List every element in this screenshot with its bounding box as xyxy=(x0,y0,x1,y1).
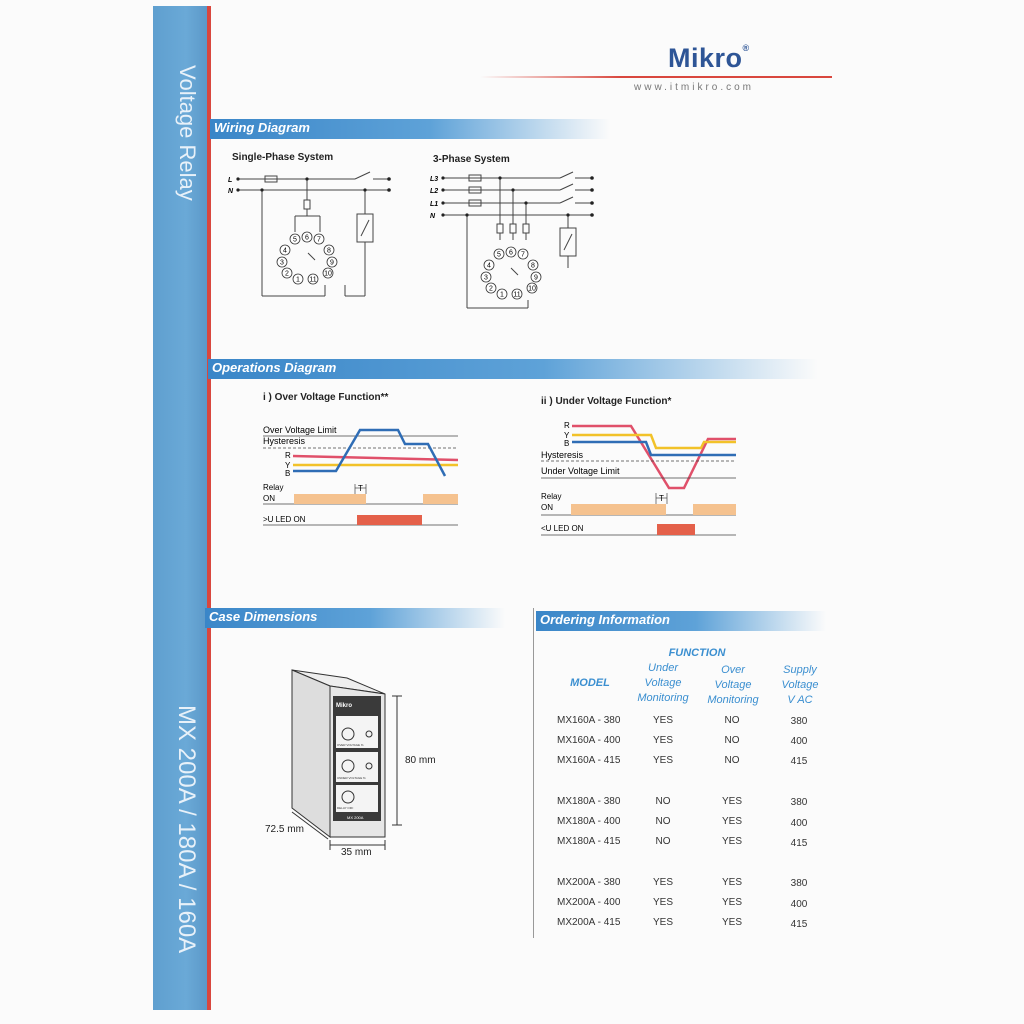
row-under: NO xyxy=(655,796,671,807)
supply-header-2: Voltage xyxy=(781,679,819,691)
row-model: MX160A - 400 xyxy=(557,735,621,746)
pin-8-label: 8 xyxy=(531,262,535,270)
over-relay-label: Relay xyxy=(263,483,284,492)
pin-10-label: 10 xyxy=(528,285,536,293)
pin-2-label: 2 xyxy=(489,285,493,293)
panel-brand: Mikro xyxy=(336,703,353,709)
three-phase-wiring xyxy=(425,168,605,313)
row-under: YES xyxy=(652,715,673,726)
dim-width: 35 mm xyxy=(341,847,372,858)
panel-label-over: OVER VOLTAGE % xyxy=(337,743,364,747)
pin-10-label: 10 xyxy=(324,270,332,278)
case-section-header xyxy=(205,608,505,628)
row-supply: 400 xyxy=(790,899,808,910)
brand-reg: ® xyxy=(742,43,750,53)
pin-7-label: 7 xyxy=(317,236,321,244)
pin-9-label: 9 xyxy=(534,274,538,282)
three-line-L2: L2 xyxy=(430,188,439,195)
pin-4-label: 4 xyxy=(487,262,491,270)
under-relay-on: ON xyxy=(541,503,553,512)
over-trace-B xyxy=(293,430,445,476)
row-under: YES xyxy=(652,877,673,888)
row-over: YES xyxy=(721,836,742,847)
side-models: MX 200A / 180A / 160A xyxy=(173,705,200,954)
over-trace-R xyxy=(293,456,458,460)
under-limit-label: Under Voltage Limit xyxy=(541,466,620,476)
pin-11-label: 11 xyxy=(309,276,317,284)
ordering-section-header xyxy=(536,611,826,631)
row-supply: 400 xyxy=(790,818,808,829)
row-model: MX160A - 415 xyxy=(557,755,621,766)
case-title: Case Dimensions xyxy=(209,609,318,624)
socket-pins xyxy=(481,247,541,299)
row-over: YES xyxy=(721,917,742,928)
row-supply: 400 xyxy=(790,736,808,747)
over-relay-on: ON xyxy=(263,494,275,503)
under-delay-T: T xyxy=(659,494,664,503)
under-header-1: Under xyxy=(648,662,678,674)
wiring-section-header xyxy=(210,119,610,139)
row-over: NO xyxy=(724,715,740,726)
over-phase-Y: Y xyxy=(285,461,291,470)
under-voltage-title: ii ) Under Voltage Function* xyxy=(541,396,672,407)
single-phase-wiring xyxy=(225,168,405,303)
over-phase-R: R xyxy=(285,451,291,460)
under-header xyxy=(630,661,696,706)
under-phase-Y: Y xyxy=(564,431,570,440)
socket-pins xyxy=(277,232,337,284)
brand-logo xyxy=(668,43,750,74)
over-header-2: Voltage xyxy=(714,679,752,691)
supply-header-1: Supply xyxy=(783,664,817,676)
row-over: NO xyxy=(724,755,740,766)
three-line-N: N xyxy=(430,213,436,220)
pin-5-label: 5 xyxy=(497,251,501,259)
panel-label-under: UNDER VOLTAGE % xyxy=(337,776,366,780)
wiring-title: Wiring Diagram xyxy=(214,120,310,135)
row-model: MX180A - 400 xyxy=(557,816,621,827)
row-over: YES xyxy=(721,877,742,888)
pin-2-label: 2 xyxy=(285,270,289,278)
over-led-bar xyxy=(357,515,422,525)
under-relay-on-bar xyxy=(571,504,666,515)
case-drawing xyxy=(255,660,455,860)
under-led-bar xyxy=(657,524,695,535)
under-phase-B: B xyxy=(564,439,570,448)
panel-model: MX 200A xyxy=(347,815,364,820)
row-model: MX180A - 380 xyxy=(557,796,621,807)
under-hysteresis-label: Hysteresis xyxy=(541,450,584,460)
supply-header xyxy=(770,663,830,708)
row-under: NO xyxy=(655,836,671,847)
under-header-3: Monitoring xyxy=(637,692,689,704)
brand-name: Mikro xyxy=(668,43,743,73)
three-line-L1: L1 xyxy=(430,201,439,208)
row-under: YES xyxy=(652,897,673,908)
single-phase-title: Single-Phase System xyxy=(232,152,334,163)
row-under: YES xyxy=(652,735,673,746)
single-line-L: L xyxy=(228,177,233,184)
operations-title: Operations Diagram xyxy=(212,360,337,375)
over-phase-B: B xyxy=(285,469,291,478)
row-supply: 415 xyxy=(790,756,808,767)
over-limit-label: Over Voltage Limit xyxy=(263,425,337,435)
under-led-label: <U LED ON xyxy=(541,524,584,533)
under-voltage-chart xyxy=(536,418,741,540)
pin-3-label: 3 xyxy=(280,259,284,267)
pin-9-label: 9 xyxy=(330,259,334,267)
dim-depth: 72.5 mm xyxy=(265,824,304,835)
row-supply: 380 xyxy=(790,716,808,727)
dim-height: 80 mm xyxy=(405,755,436,766)
row-supply: 380 xyxy=(790,878,808,889)
row-under: YES xyxy=(652,917,673,928)
row-model: MX160A - 380 xyxy=(557,715,621,726)
over-relay-on-bar xyxy=(294,494,366,504)
row-model: MX180A - 415 xyxy=(557,836,621,847)
side-accent-line xyxy=(207,6,211,1010)
pin-8-label: 8 xyxy=(327,247,331,255)
row-over: YES xyxy=(721,796,742,807)
over-led-label: >U LED ON xyxy=(263,515,306,524)
side-title: Voltage Relay xyxy=(175,65,200,201)
row-supply: 415 xyxy=(790,919,808,930)
over-header-3: Monitoring xyxy=(707,694,759,706)
row-supply: 415 xyxy=(790,838,808,849)
brand-url: www.itmikro.com xyxy=(634,82,755,93)
over-voltage-chart xyxy=(258,418,463,530)
pin-6-label: 6 xyxy=(509,249,513,257)
three-phase-title: 3-Phase System xyxy=(433,154,510,165)
over-delay-T: T xyxy=(358,484,363,493)
three-line-L3: L3 xyxy=(430,176,439,183)
under-relay-label: Relay xyxy=(541,492,562,501)
pin-11-label: 11 xyxy=(513,291,521,299)
panel-label-delay: DELAY OFF xyxy=(337,806,354,810)
pin-1-label: 1 xyxy=(296,276,300,284)
single-line-N: N xyxy=(228,188,234,195)
row-over: YES xyxy=(721,816,742,827)
over-header-1: Over xyxy=(721,664,745,676)
row-model: MX200A - 380 xyxy=(557,877,621,888)
under-relay-on-bar-2 xyxy=(693,504,736,515)
row-over: NO xyxy=(724,735,740,746)
pin-1-label: 1 xyxy=(500,291,504,299)
row-over: YES xyxy=(721,897,742,908)
over-voltage-title: i ) Over Voltage Function** xyxy=(263,392,389,403)
pin-6-label: 6 xyxy=(305,234,309,242)
pin-4-label: 4 xyxy=(283,247,287,255)
pin-7-label: 7 xyxy=(521,251,525,259)
row-under: NO xyxy=(655,816,671,827)
over-relay-on-bar-2 xyxy=(423,494,458,504)
ordering-title: Ordering Information xyxy=(540,612,670,627)
model-header: MODEL xyxy=(570,677,610,689)
pin-3-label: 3 xyxy=(484,274,488,282)
row-model: MX200A - 415 xyxy=(557,917,621,928)
supply-header-3: V AC xyxy=(787,694,813,706)
logo-underline xyxy=(480,76,832,78)
over-hysteresis-label: Hysteresis xyxy=(263,436,306,446)
over-header xyxy=(700,663,766,708)
pin-5-label: 5 xyxy=(293,236,297,244)
under-phase-R: R xyxy=(564,421,570,430)
operations-section-header xyxy=(208,359,818,379)
row-under: YES xyxy=(652,755,673,766)
ordering-divider xyxy=(533,608,534,938)
function-header: FUNCTION xyxy=(668,647,726,659)
row-supply: 380 xyxy=(790,797,808,808)
under-header-2: Voltage xyxy=(644,677,682,689)
row-model: MX200A - 400 xyxy=(557,897,621,908)
